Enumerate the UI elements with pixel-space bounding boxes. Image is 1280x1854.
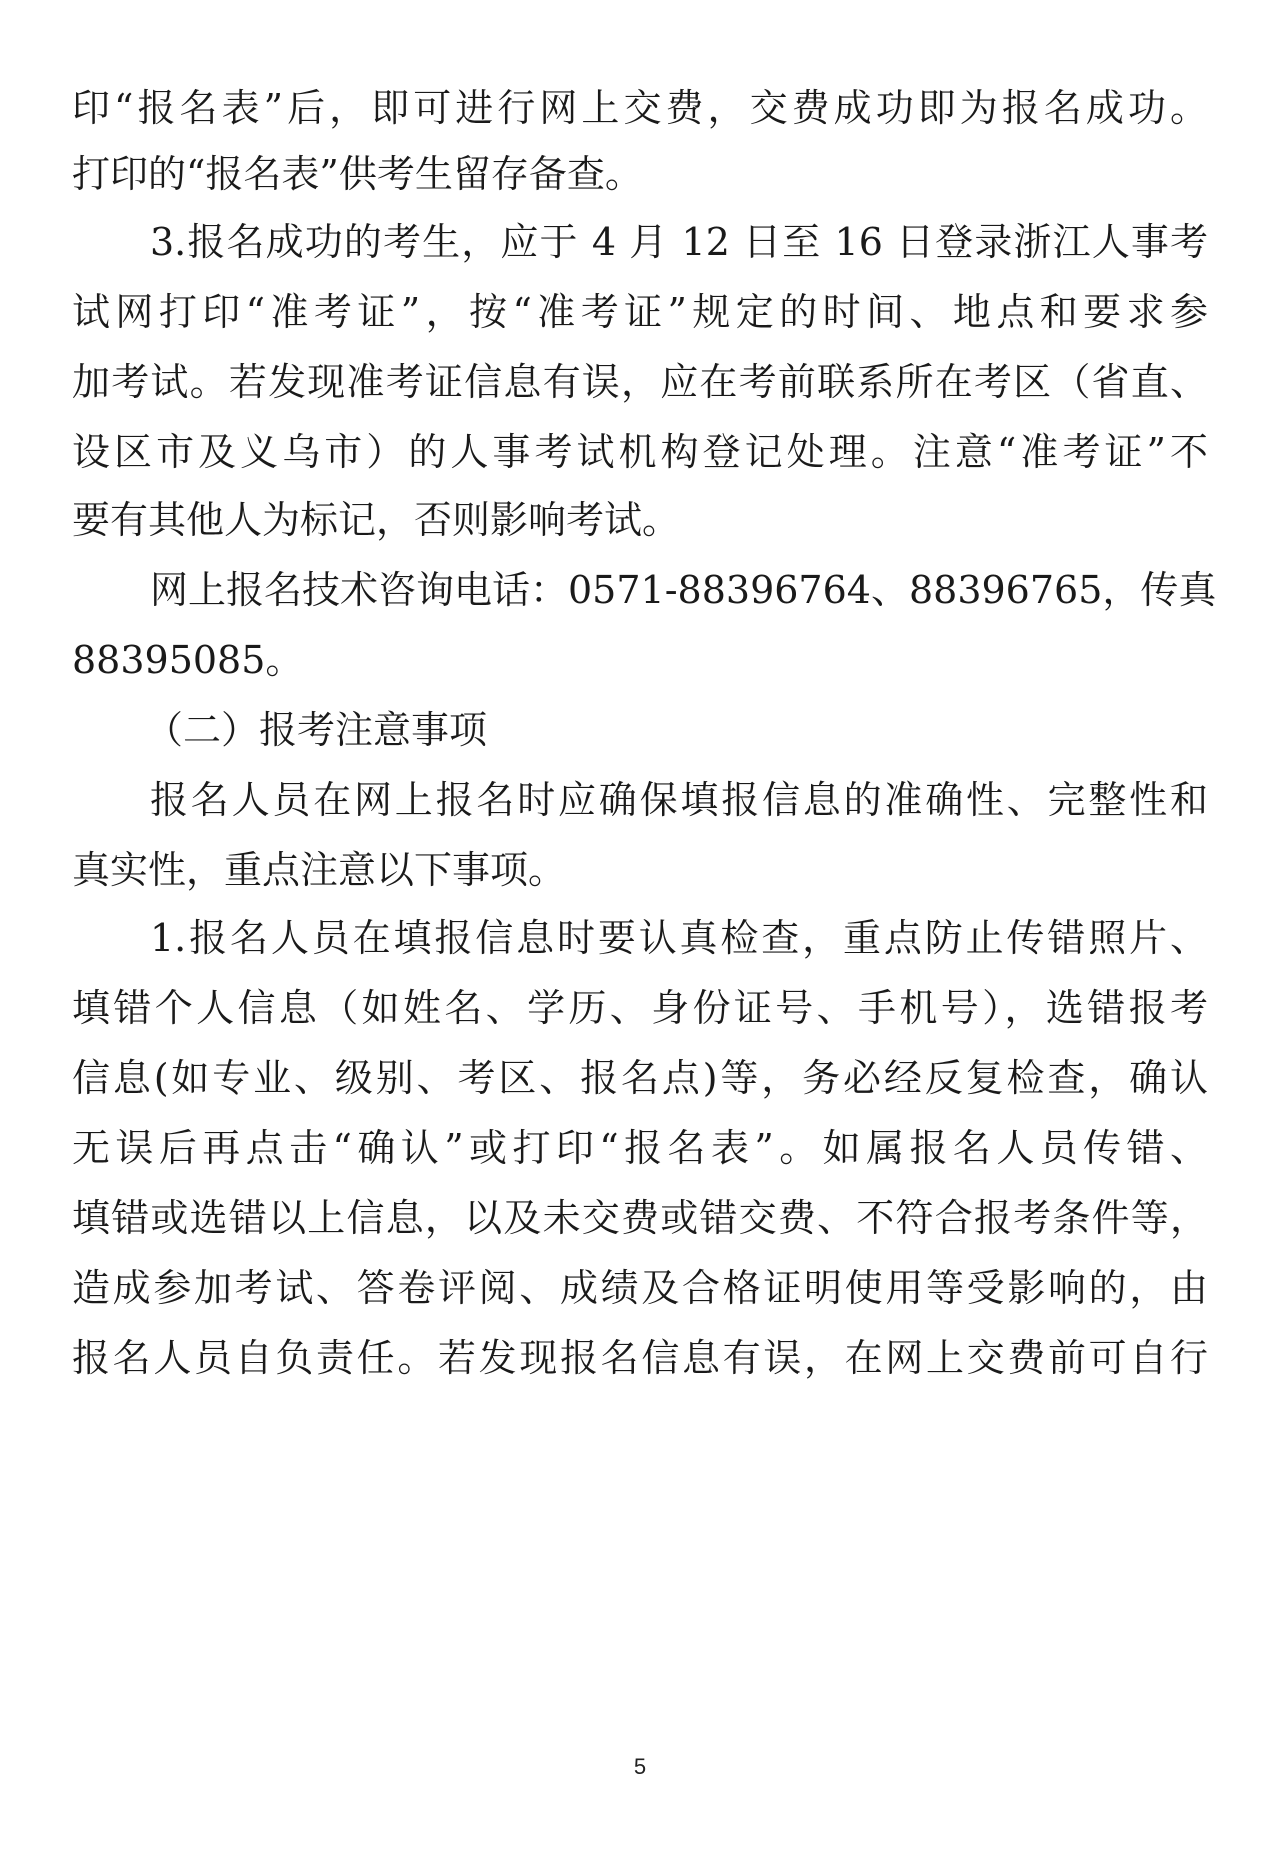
text-line: 填错或选错以上信息，以及未交费或错交费、不符合报考条件等， — [72, 1196, 1208, 1240]
section-heading: （二）报考注意事项 — [145, 708, 488, 752]
text-line: 信息(如专业、级别、考区、报名点)等，务必经反复检查，确认 — [72, 1056, 1208, 1100]
text-line: 打印的“报名表”供考生留存备查。 — [72, 152, 643, 196]
text-line: 填错个人信息（如姓名、学历、身份证号、手机号），选错报考 — [72, 986, 1208, 1030]
page-number: 5 — [633, 1754, 647, 1779]
text-line: 网上报名技术咨询电话：0571-88396764、88396765，传真 — [150, 568, 1217, 612]
text-line: 试网打印“准考证”，按“准考证”规定的时间、地点和要求参 — [72, 290, 1208, 334]
text-line: 1.报名人员在填报信息时要认真检查，重点防止传错照片、 — [150, 916, 1208, 960]
text-line: 3.报名成功的考生，应于 4 月 12 日至 16 日登录浙江人事考 — [150, 220, 1208, 264]
text-line: 印“报名表”后，即可进行网上交费，交费成功即为报名成功。 — [72, 86, 1208, 130]
text-line: 报名人员在网上报名时应确保填报信息的准确性、完整性和 — [150, 778, 1208, 822]
text-line: 造成参加考试、答卷评阅、成绩及合格证明使用等受影响的，由 — [72, 1266, 1208, 1310]
text-line: 设区市及义乌市）的人事考试机构登记处理。注意“准考证”不 — [72, 430, 1208, 474]
text-line: 报名人员自负责任。若发现报名信息有误，在网上交费前可自行 — [72, 1336, 1208, 1380]
text-line: 加考试。若发现准考证信息有误，应在考前联系所在考区（省直、 — [72, 360, 1208, 404]
text-line: 88395085。 — [72, 638, 304, 682]
text-line: 真实性，重点注意以下事项。 — [72, 848, 567, 892]
text-line: 无误后再点击“确认”或打印“报名表”。如属报名人员传错、 — [72, 1126, 1208, 1170]
text-line: 要有其他人为标记，否则影响考试。 — [72, 498, 681, 542]
